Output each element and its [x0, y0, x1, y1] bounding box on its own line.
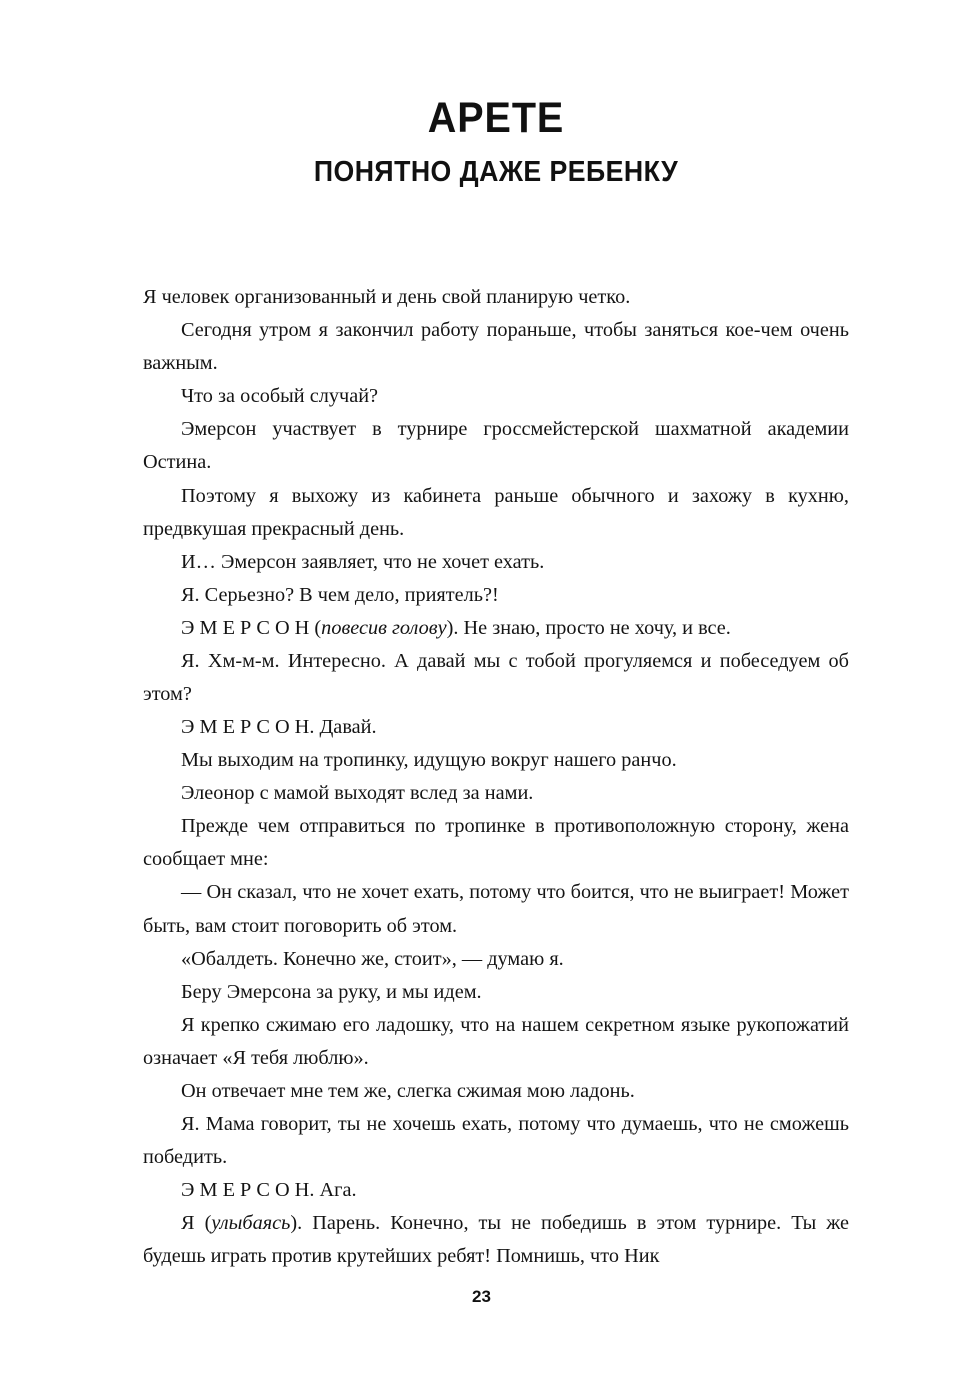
paragraph-dialogue: Я (улыбаясь). Парень. Конечно, ты не победишь в этом турнире. Ты же будешь играть против крутейших ребят! Помнишь, что Ник: [143, 1212, 849, 1268]
paragraph-dialogue: Э М Е Р С О Н. Ага.: [181, 1179, 357, 1202]
paragraph: Сегодня утром я закончил работу пораньше, чтобы заняться кое-чем очень важным.: [143, 319, 849, 375]
paragraph: Элеонор с мамой выходят вслед за нами.: [181, 782, 534, 805]
paragraph-dialogue: Э М Е Р С О Н. Давай.: [181, 716, 377, 739]
body-text: [143, 281, 849, 1273]
chapter-title: АРЕТЕ: [427, 94, 565, 142]
paragraph: Беру Эмерсона за руку, и мы идем.: [181, 980, 482, 1003]
paragraph: Эмерсон участвует в турнире гроссмейстерской шахматной академии Остина.: [143, 418, 849, 474]
speaker-label: Э М Е Р С О Н: [181, 616, 310, 639]
paragraph: Я. Мама говорит, ты не хочешь ехать, потому что думаешь, что не сможешь победить.: [143, 1112, 849, 1169]
paragraph: Прежде чем отправиться по тропинке в противоположную сторону, жена сообщает мне:: [143, 815, 849, 871]
paragraph-dialogue: Э М Е Р С О Н (повесив голову). Не знаю, просто не хочу, и все.: [181, 616, 731, 639]
stage-direction: повесив голову: [321, 616, 447, 639]
paragraph: Мы выходим на тропинку, идущую вокруг нашего ранчо.: [181, 749, 677, 772]
chapter-subtitle: ПОНЯТНО ДАЖЕ РЕБЕНКУ: [313, 156, 679, 189]
paragraph: Я крепко сжимаю его ладошку, что на нашем секретном языке рукопожатий означает «Я тебя люблю».: [143, 1013, 849, 1069]
paragraph: Я. Хм-м-м. Интересно. А давай мы с тобой прогуляемся и побеседуем об этом?: [143, 649, 849, 705]
paragraph: Поэтому я выхожу из кабинета раньше обычного и захожу в кухню, предвкушая прекрасный день.: [143, 484, 849, 540]
stage-direction: улыбаясь: [211, 1212, 291, 1235]
speaker-label: Э М Е Р С О Н.: [181, 716, 315, 739]
paragraph: Что за особый случай?: [181, 385, 379, 408]
paragraph: «Обалдеть. Конечно же, стоит», — думаю я.: [181, 947, 564, 970]
paragraph: Я человек организованный и день свой планирую четко.: [143, 286, 631, 309]
paragraph: И… Эмерсон заявляет, что не хочет ехать.: [181, 550, 545, 573]
speaker-label: Э М Е Р С О Н.: [181, 1179, 315, 1202]
page-number: 23: [472, 1287, 491, 1306]
chapter-heading: [143, 0, 849, 189]
page-content: [143, 0, 849, 1273]
paragraph: Он отвечает мне тем же, слегка сжимая мою ладонь.: [181, 1079, 635, 1102]
paragraph: — Он сказал, что не хочет ехать, потому что боится, что не выиграет! Может быть, вам стоит поговорить об этом.: [143, 881, 849, 937]
paragraph: Я. Серьезно? В чем дело, приятель?!: [181, 583, 499, 606]
